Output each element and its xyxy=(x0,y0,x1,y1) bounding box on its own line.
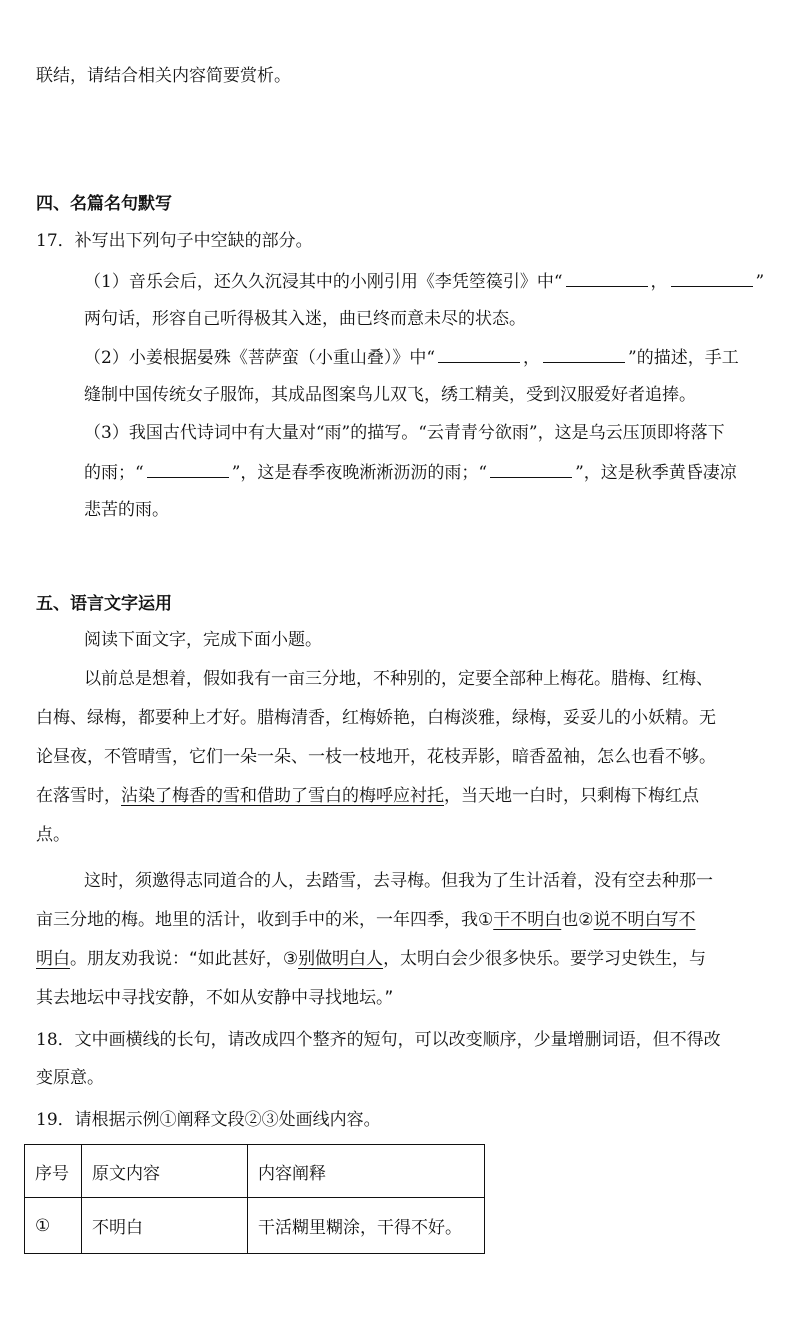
text-span: ，当天地一白时，只剩梅下梅红点 xyxy=(444,786,699,806)
quote-close: ”的描述，手工 xyxy=(628,348,739,368)
q17-item1-line1 xyxy=(84,269,764,294)
q18-line2: 变原意。 xyxy=(36,1068,104,1088)
comma: ， xyxy=(650,272,668,292)
blank-line[interactable] xyxy=(490,460,572,478)
passage-p1-line2: 白梅、绿梅，都要种上才好。腊梅清香，红梅娇艳，白梅淡雅，绿梅，妥妥儿的小妖精。无 xyxy=(36,708,716,728)
table-header-cell: 内容阐释 xyxy=(248,1145,485,1198)
intro-line: 联结，请结合相关内容简要赏析。 xyxy=(36,66,291,86)
blank-line[interactable] xyxy=(566,269,648,287)
q18-line1: 18．文中画横线的长句，请改成四个整齐的短句，可以改变顺序，少量增删词语，但不得改 xyxy=(36,1030,721,1050)
text-span: 也 xyxy=(561,910,579,930)
passage-p2-line2 xyxy=(36,908,696,932)
table-header-row xyxy=(25,1145,485,1198)
underlined-phrase-1: 干不明白 xyxy=(493,910,562,930)
text-span: 的雨；“ xyxy=(84,463,144,483)
passage-p1-line4 xyxy=(36,784,699,808)
q19-table xyxy=(24,1144,485,1254)
passage-p1-line5: 点。 xyxy=(36,825,70,845)
table-cell: 干活糊里糊涂，干得不好。 xyxy=(248,1198,485,1254)
passage-p1-line3: 论昼夜，不管晴雪，它们一朵一朵、一枝一枝地开，花枝弄影，暗香盈袖，怎么也看不够。 xyxy=(36,747,716,767)
passage-p1-line1: 以前总是想着，假如我有一亩三分地，不种别的，定要全部种上梅花。腊梅、红梅、 xyxy=(84,669,713,689)
blank-line[interactable] xyxy=(671,269,753,287)
section-4-title: 四、名篇名句默写 xyxy=(36,194,172,214)
underlined-phrase-2: 说不明白写不 xyxy=(593,910,696,930)
table-row xyxy=(25,1198,485,1254)
underlined-phrase-2-cont: 明白 xyxy=(36,949,70,969)
q17-item2-line2: 缝制中国传统女子服饰，其成品图案鸟儿双飞，绣工精美，受到汉服爱好者追捧。 xyxy=(84,385,696,405)
section-5-title: 五、语言文字运用 xyxy=(36,594,172,614)
quote-close: ” xyxy=(755,272,765,292)
blank-line[interactable] xyxy=(147,460,229,478)
q17-prompt: 17．补写出下列句子中空缺的部分。 xyxy=(36,231,313,251)
table-cell: ① xyxy=(25,1198,82,1254)
text-span: ”，这是秋季黄昏凄凉 xyxy=(575,463,737,483)
blank-line[interactable] xyxy=(543,345,625,363)
underlined-long-sentence: 沾染了梅香的雪和借助了雪白的梅呼应衬托 xyxy=(121,786,444,806)
q19-prompt: 19．请根据示例①阐释文段②③处画线内容。 xyxy=(36,1110,381,1130)
table-header-cell: 原文内容 xyxy=(82,1145,248,1198)
q17-item3-line3: 悲苦的雨。 xyxy=(84,500,169,520)
q17-item3-line2 xyxy=(84,460,737,485)
q17-item3-line1: （3）我国古代诗词中有大量对“雨”的描写。“云青青兮欲雨”，这是乌云压顶即将落下 xyxy=(84,423,725,443)
text-span: 亩三分地的梅。地里的活计，收到手中的米，一年四季，我 xyxy=(36,910,478,930)
table-cell: 不明白 xyxy=(82,1198,248,1254)
marker-1: ① xyxy=(478,910,494,930)
text-span: ”，这是春季夜晚淅淅沥沥的雨；“ xyxy=(231,463,488,483)
table-header-cell: 序号 xyxy=(25,1145,82,1198)
comma: ， xyxy=(523,348,541,368)
text-span: 在落雪时， xyxy=(36,786,121,806)
section-5-instruction: 阅读下面文字，完成下面小题。 xyxy=(84,630,322,650)
text-span: ，太明白会少很多快乐。要学习史铁生，与 xyxy=(383,949,707,969)
q17-item1-text: （1）音乐会后，还久久沉浸其中的小刚引用《李凭箜篌引》中“ xyxy=(84,272,563,292)
underlined-phrase-3: 别做明白人 xyxy=(298,949,384,969)
passage-p2-line4: 其去地坛中寻找安静，不如从安静中寻找地坛。” xyxy=(36,988,394,1008)
blank-line[interactable] xyxy=(438,345,520,363)
marker-2: ② xyxy=(578,910,594,930)
q17-item2-line1 xyxy=(84,345,739,370)
passage-p2-line3 xyxy=(36,947,706,971)
text-span: 。朋友劝我说：“如此甚好， xyxy=(70,949,283,969)
q17-item2-text: （2）小姜根据晏殊《菩萨蛮（小重山叠）》中“ xyxy=(84,348,436,368)
q17-item1-line2: 两句话，形容自己听得极其入迷，曲已终而意未尽的状态。 xyxy=(84,309,526,329)
marker-3: ③ xyxy=(282,949,299,969)
passage-p2-line1: 这时，须邀得志同道合的人，去踏雪，去寻梅。但我为了生计活着，没有空去种那一 xyxy=(84,871,713,891)
